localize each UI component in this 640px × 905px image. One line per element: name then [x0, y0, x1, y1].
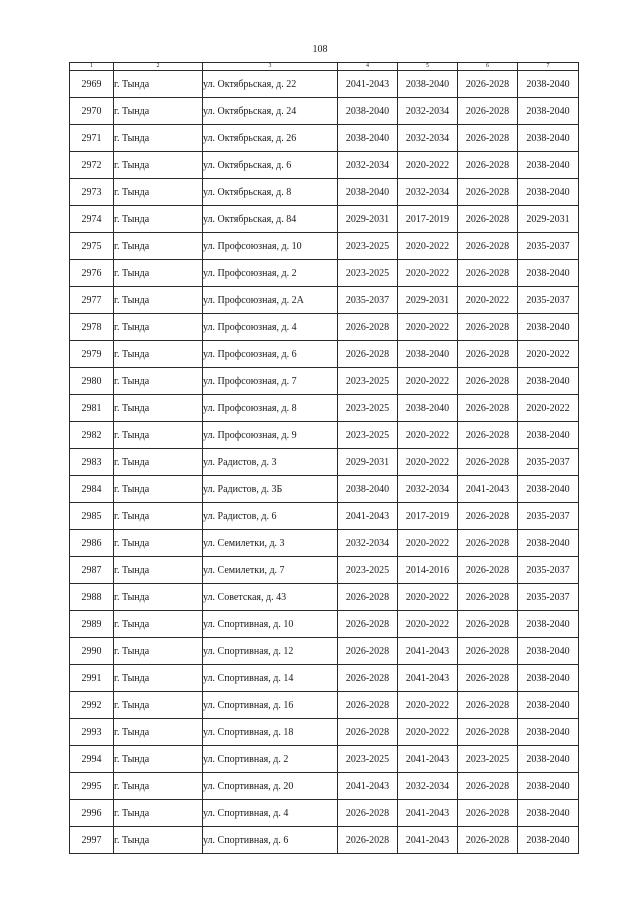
column-header: 4	[338, 63, 398, 71]
period-cell: 2023-2025	[458, 746, 518, 773]
row-number: 2969	[70, 71, 114, 98]
period-cell: 2026-2028	[338, 692, 398, 719]
row-number: 2990	[70, 638, 114, 665]
row-number: 2989	[70, 611, 114, 638]
address-cell: ул. Октябрьская, д. 24	[203, 98, 338, 125]
table-row	[70, 476, 579, 503]
table-row	[70, 368, 579, 395]
address-cell: ул. Советская, д. 43	[203, 584, 338, 611]
period-cell: 2038-2040	[518, 152, 579, 179]
period-cell: 2020-2022	[398, 449, 458, 476]
period-cell: 2038-2040	[338, 98, 398, 125]
period-cell: 2020-2022	[398, 584, 458, 611]
period-cell: 2041-2043	[458, 476, 518, 503]
address-cell: ул. Профсоюзная, д. 7	[203, 368, 338, 395]
row-number: 2992	[70, 692, 114, 719]
period-cell: 2041-2043	[398, 800, 458, 827]
period-cell: 2038-2040	[518, 638, 579, 665]
period-cell: 2026-2028	[338, 638, 398, 665]
period-cell: 2038-2040	[518, 692, 579, 719]
period-cell: 2038-2040	[518, 530, 579, 557]
period-cell: 2026-2028	[338, 800, 398, 827]
period-cell: 2041-2043	[338, 503, 398, 530]
row-number: 2997	[70, 827, 114, 854]
row-number: 2988	[70, 584, 114, 611]
period-cell: 2038-2040	[518, 665, 579, 692]
row-number: 2975	[70, 233, 114, 260]
column-header: 2	[114, 63, 203, 71]
address-cell: ул. Профсоюзная, д. 2А	[203, 287, 338, 314]
period-cell: 2026-2028	[458, 395, 518, 422]
table-row	[70, 125, 579, 152]
row-number: 2985	[70, 503, 114, 530]
table-row	[70, 638, 579, 665]
city-cell: г. Тында	[114, 206, 203, 233]
period-cell: 2023-2025	[338, 233, 398, 260]
period-cell: 2038-2040	[518, 260, 579, 287]
period-cell: 2026-2028	[458, 584, 518, 611]
address-cell: ул. Радистов, д. 3Б	[203, 476, 338, 503]
period-cell: 2020-2022	[398, 152, 458, 179]
period-cell: 2020-2022	[398, 368, 458, 395]
address-cell: ул. Профсоюзная, д. 4	[203, 314, 338, 341]
period-cell: 2038-2040	[518, 422, 579, 449]
table-row	[70, 179, 579, 206]
period-cell: 2035-2037	[338, 287, 398, 314]
table-row	[70, 557, 579, 584]
table-row	[70, 287, 579, 314]
period-cell: 2020-2022	[518, 395, 579, 422]
row-number: 2983	[70, 449, 114, 476]
row-number: 2994	[70, 746, 114, 773]
city-cell: г. Тында	[114, 125, 203, 152]
address-cell: ул. Профсоюзная, д. 10	[203, 233, 338, 260]
city-cell: г. Тында	[114, 827, 203, 854]
period-cell: 2020-2022	[398, 611, 458, 638]
column-header: 6	[458, 63, 518, 71]
period-cell: 2026-2028	[458, 341, 518, 368]
address-cell: ул. Октябрьская, д. 84	[203, 206, 338, 233]
period-cell: 2020-2022	[398, 422, 458, 449]
period-cell: 2038-2040	[518, 314, 579, 341]
period-cell: 2026-2028	[458, 773, 518, 800]
period-cell: 2020-2022	[518, 341, 579, 368]
period-cell: 2041-2043	[338, 773, 398, 800]
address-cell: ул. Спортивная, д. 16	[203, 692, 338, 719]
period-cell: 2038-2040	[518, 179, 579, 206]
period-cell: 2023-2025	[338, 746, 398, 773]
period-cell: 2038-2040	[518, 476, 579, 503]
row-number: 2978	[70, 314, 114, 341]
row-number: 2972	[70, 152, 114, 179]
period-cell: 2026-2028	[338, 611, 398, 638]
period-cell: 2020-2022	[398, 314, 458, 341]
column-header: 5	[398, 63, 458, 71]
period-cell: 2026-2028	[458, 71, 518, 98]
table-body	[70, 71, 579, 854]
table-row	[70, 827, 579, 854]
column-number-row	[70, 63, 579, 71]
period-cell: 2026-2028	[458, 638, 518, 665]
table-row	[70, 584, 579, 611]
city-cell: г. Тында	[114, 395, 203, 422]
city-cell: г. Тында	[114, 287, 203, 314]
table-row	[70, 746, 579, 773]
row-number: 2976	[70, 260, 114, 287]
row-number: 2979	[70, 341, 114, 368]
table-row	[70, 719, 579, 746]
period-cell: 2038-2040	[518, 368, 579, 395]
period-cell: 2026-2028	[458, 719, 518, 746]
period-cell: 2032-2034	[398, 125, 458, 152]
city-cell: г. Тында	[114, 638, 203, 665]
period-cell: 2035-2037	[518, 449, 579, 476]
city-cell: г. Тында	[114, 503, 203, 530]
period-cell: 2020-2022	[398, 692, 458, 719]
period-cell: 2020-2022	[458, 287, 518, 314]
period-cell: 2026-2028	[458, 179, 518, 206]
period-cell: 2038-2040	[518, 611, 579, 638]
row-number: 2970	[70, 98, 114, 125]
city-cell: г. Тында	[114, 71, 203, 98]
period-cell: 2014-2016	[398, 557, 458, 584]
address-cell: ул. Октябрьская, д. 22	[203, 71, 338, 98]
period-cell: 2026-2028	[338, 584, 398, 611]
period-cell: 2026-2028	[458, 557, 518, 584]
period-cell: 2026-2028	[458, 233, 518, 260]
period-cell: 2035-2037	[518, 287, 579, 314]
period-cell: 2038-2040	[518, 827, 579, 854]
period-cell: 2038-2040	[518, 773, 579, 800]
row-number: 2977	[70, 287, 114, 314]
table-row	[70, 611, 579, 638]
city-cell: г. Тында	[114, 449, 203, 476]
row-number: 2974	[70, 206, 114, 233]
city-cell: г. Тында	[114, 476, 203, 503]
period-cell: 2026-2028	[458, 206, 518, 233]
period-cell: 2023-2025	[338, 260, 398, 287]
table-row	[70, 395, 579, 422]
table-row	[70, 260, 579, 287]
period-cell: 2026-2028	[458, 422, 518, 449]
period-cell: 2038-2040	[518, 125, 579, 152]
address-cell: ул. Профсоюзная, д. 9	[203, 422, 338, 449]
city-cell: г. Тында	[114, 98, 203, 125]
period-cell: 2026-2028	[458, 152, 518, 179]
period-cell: 2038-2040	[338, 125, 398, 152]
column-header: 1	[70, 63, 114, 71]
period-cell: 2029-2031	[398, 287, 458, 314]
period-cell: 2029-2031	[518, 206, 579, 233]
city-cell: г. Тында	[114, 260, 203, 287]
row-number: 2971	[70, 125, 114, 152]
period-cell: 2023-2025	[338, 368, 398, 395]
address-cell: ул. Профсоюзная, д. 6	[203, 341, 338, 368]
city-cell: г. Тында	[114, 665, 203, 692]
period-cell: 2041-2043	[398, 665, 458, 692]
table-row	[70, 800, 579, 827]
period-cell: 2032-2034	[338, 152, 398, 179]
city-cell: г. Тында	[114, 422, 203, 449]
period-cell: 2035-2037	[518, 233, 579, 260]
period-cell: 2026-2028	[458, 800, 518, 827]
period-cell: 2023-2025	[338, 557, 398, 584]
table-row	[70, 503, 579, 530]
table-row	[70, 422, 579, 449]
table-row	[70, 692, 579, 719]
column-header: 7	[518, 63, 579, 71]
period-cell: 2026-2028	[458, 314, 518, 341]
table-row	[70, 206, 579, 233]
row-number: 2973	[70, 179, 114, 206]
row-number: 2980	[70, 368, 114, 395]
period-cell: 2026-2028	[338, 719, 398, 746]
city-cell: г. Тында	[114, 746, 203, 773]
period-cell: 2020-2022	[398, 719, 458, 746]
period-cell: 2041-2043	[398, 746, 458, 773]
period-cell: 2020-2022	[398, 233, 458, 260]
period-cell: 2026-2028	[338, 314, 398, 341]
address-cell: ул. Октябрьская, д. 26	[203, 125, 338, 152]
period-cell: 2038-2040	[398, 71, 458, 98]
period-cell: 2020-2022	[398, 260, 458, 287]
address-cell: ул. Спортивная, д. 12	[203, 638, 338, 665]
period-cell: 2017-2019	[398, 503, 458, 530]
row-number: 2986	[70, 530, 114, 557]
city-cell: г. Тында	[114, 530, 203, 557]
city-cell: г. Тында	[114, 557, 203, 584]
address-cell: ул. Спортивная, д. 4	[203, 800, 338, 827]
period-cell: 2038-2040	[518, 71, 579, 98]
table-row	[70, 314, 579, 341]
period-cell: 2026-2028	[338, 341, 398, 368]
period-cell: 2026-2028	[458, 692, 518, 719]
period-cell: 2032-2034	[398, 98, 458, 125]
city-cell: г. Тында	[114, 179, 203, 206]
address-cell: ул. Семилетки, д. 7	[203, 557, 338, 584]
period-cell: 2026-2028	[458, 449, 518, 476]
table-row	[70, 152, 579, 179]
period-cell: 2017-2019	[398, 206, 458, 233]
address-cell: ул. Профсоюзная, д. 8	[203, 395, 338, 422]
period-cell: 2038-2040	[398, 341, 458, 368]
period-cell: 2029-2031	[338, 449, 398, 476]
address-cell: ул. Семилетки, д. 3	[203, 530, 338, 557]
city-cell: г. Тында	[114, 152, 203, 179]
period-cell: 2029-2031	[338, 206, 398, 233]
period-cell: 2038-2040	[338, 476, 398, 503]
period-cell: 2038-2040	[518, 98, 579, 125]
period-cell: 2026-2028	[458, 665, 518, 692]
table-row	[70, 773, 579, 800]
city-cell: г. Тында	[114, 233, 203, 260]
row-number: 2984	[70, 476, 114, 503]
address-cell: ул. Радистов, д. 3	[203, 449, 338, 476]
city-cell: г. Тында	[114, 368, 203, 395]
period-cell: 2041-2043	[398, 827, 458, 854]
period-cell: 2020-2022	[398, 530, 458, 557]
address-cell: ул. Радистов, д. 6	[203, 503, 338, 530]
column-header: 3	[203, 63, 338, 71]
period-cell: 2035-2037	[518, 503, 579, 530]
registry-table	[69, 62, 579, 854]
period-cell: 2038-2040	[518, 719, 579, 746]
period-cell: 2026-2028	[338, 665, 398, 692]
city-cell: г. Тында	[114, 611, 203, 638]
period-cell: 2026-2028	[458, 125, 518, 152]
period-cell: 2032-2034	[338, 530, 398, 557]
table-row	[70, 341, 579, 368]
city-cell: г. Тында	[114, 800, 203, 827]
period-cell: 2038-2040	[338, 179, 398, 206]
period-cell: 2035-2037	[518, 584, 579, 611]
row-number: 2993	[70, 719, 114, 746]
period-cell: 2026-2028	[458, 530, 518, 557]
city-cell: г. Тында	[114, 773, 203, 800]
table-row	[70, 233, 579, 260]
period-cell: 2032-2034	[398, 179, 458, 206]
city-cell: г. Тында	[114, 719, 203, 746]
period-cell: 2023-2025	[338, 395, 398, 422]
table-row	[70, 449, 579, 476]
city-cell: г. Тында	[114, 314, 203, 341]
period-cell: 2041-2043	[398, 638, 458, 665]
period-cell: 2038-2040	[518, 800, 579, 827]
period-cell: 2026-2028	[458, 503, 518, 530]
address-cell: ул. Спортивная, д. 20	[203, 773, 338, 800]
address-cell: ул. Октябрьская, д. 6	[203, 152, 338, 179]
period-cell: 2032-2034	[398, 476, 458, 503]
address-cell: ул. Спортивная, д. 18	[203, 719, 338, 746]
table-row	[70, 98, 579, 125]
address-cell: ул. Спортивная, д. 14	[203, 665, 338, 692]
city-cell: г. Тында	[114, 692, 203, 719]
period-cell: 2032-2034	[398, 773, 458, 800]
table-row	[70, 71, 579, 98]
city-cell: г. Тында	[114, 341, 203, 368]
address-cell: ул. Спортивная, д. 2	[203, 746, 338, 773]
period-cell: 2041-2043	[338, 71, 398, 98]
address-cell: ул. Октябрьская, д. 8	[203, 179, 338, 206]
period-cell: 2026-2028	[458, 98, 518, 125]
page-number: 108	[312, 44, 328, 55]
period-cell: 2023-2025	[338, 422, 398, 449]
city-cell: г. Тында	[114, 584, 203, 611]
period-cell: 2038-2040	[398, 395, 458, 422]
table-row	[70, 530, 579, 557]
table-row	[70, 665, 579, 692]
row-number: 2995	[70, 773, 114, 800]
period-cell: 2035-2037	[518, 557, 579, 584]
period-cell: 2026-2028	[458, 368, 518, 395]
address-cell: ул. Профсоюзная, д. 2	[203, 260, 338, 287]
period-cell: 2026-2028	[458, 827, 518, 854]
address-cell: ул. Спортивная, д. 6	[203, 827, 338, 854]
period-cell: 2038-2040	[518, 746, 579, 773]
address-cell: ул. Спортивная, д. 10	[203, 611, 338, 638]
row-number: 2987	[70, 557, 114, 584]
period-cell: 2026-2028	[458, 260, 518, 287]
row-number: 2982	[70, 422, 114, 449]
period-cell: 2026-2028	[458, 611, 518, 638]
row-number: 2981	[70, 395, 114, 422]
row-number: 2996	[70, 800, 114, 827]
period-cell: 2026-2028	[338, 827, 398, 854]
row-number: 2991	[70, 665, 114, 692]
